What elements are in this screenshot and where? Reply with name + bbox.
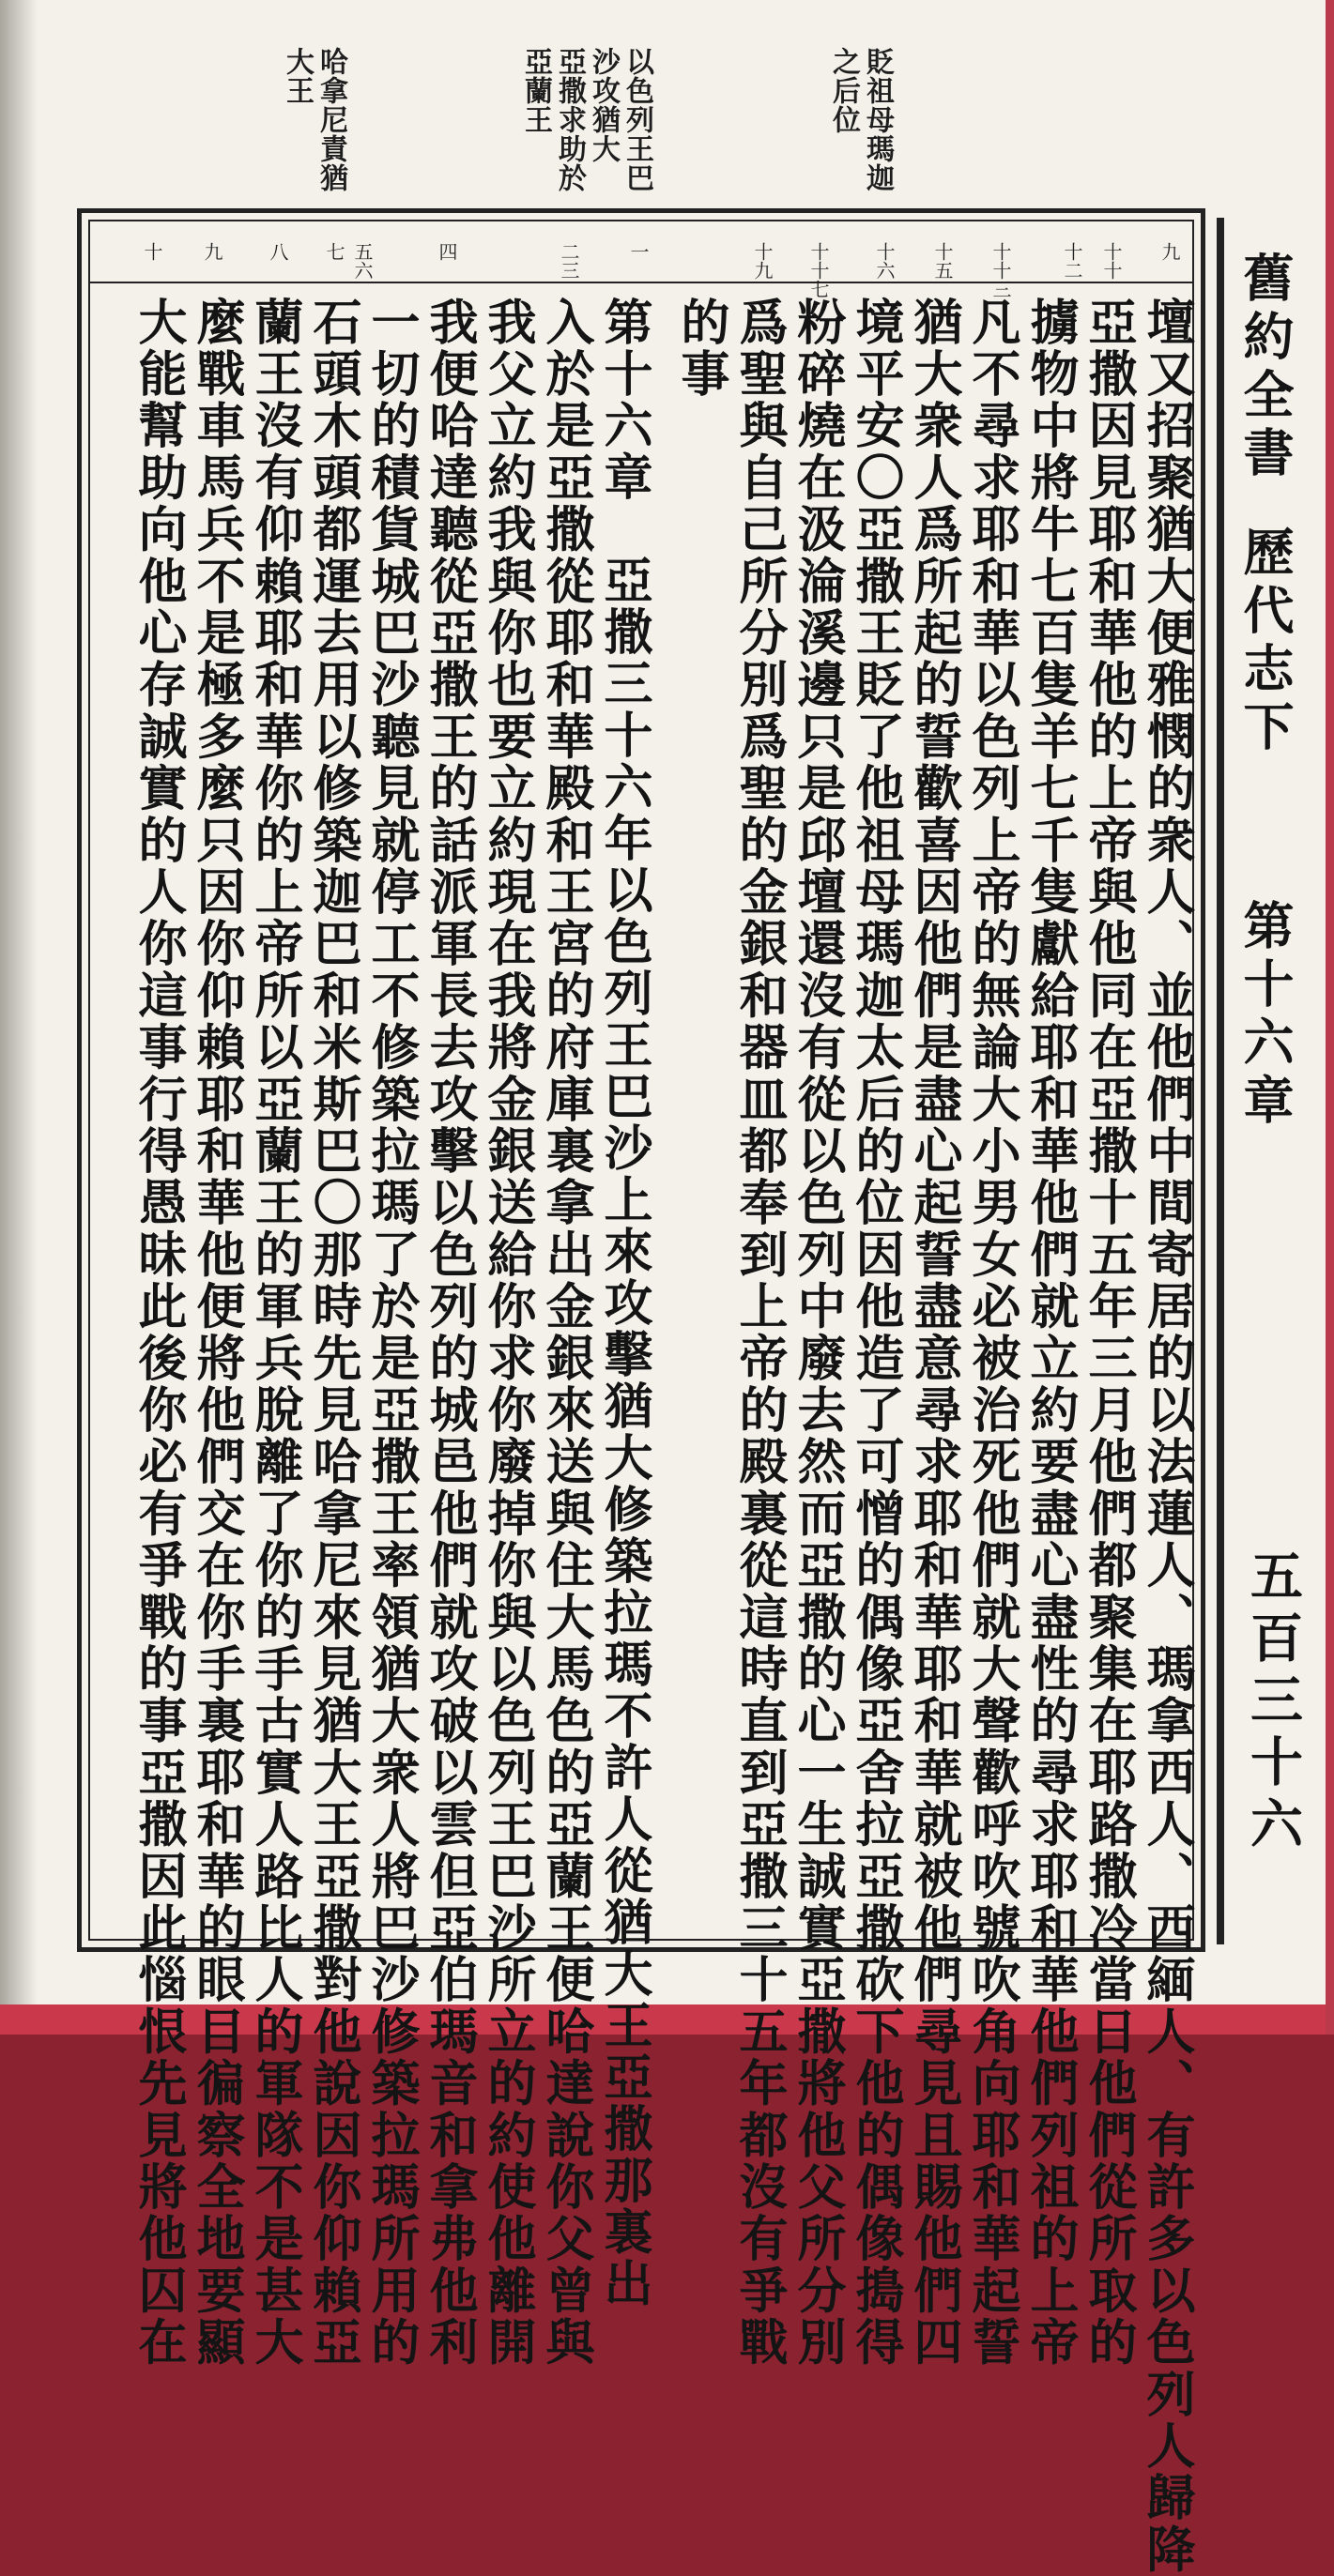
verse-num: 十十三 <box>989 242 1012 298</box>
verse-num: 一 <box>627 242 650 261</box>
text-column: 的事 <box>672 297 729 401</box>
section-title: 歷代志下 <box>1235 526 1296 758</box>
text-column: 亞撒因見耶和華他的上帝與他同在亞撒十五年三月他們都聚集在耶路撒冷當日他們從所取的 <box>1080 297 1137 2369</box>
margin-note-b <box>518 47 653 192</box>
verse-num: 十十七 <box>807 242 830 298</box>
text-column: 入於是亞撒從耶和華殿和王宮的府庫裏拿出金銀來送與住大馬色的亞蘭王便哈達說你父曾與 <box>537 297 594 2369</box>
book-edge-right <box>1326 0 1334 2035</box>
page-number: 五百三十六 <box>1242 1548 1304 1858</box>
running-header-rule <box>1217 218 1224 1944</box>
verse-num: 十九 <box>751 242 774 280</box>
text-column: 大能幫助向他心存誠實的人你這事行得愚昧此後你必有爭戰的事亞撒因此惱恨先見將他囚在 <box>130 297 187 2369</box>
verse-num: 七 <box>323 242 345 261</box>
verse-num: 九 <box>1158 242 1181 261</box>
text-column: 麼戰車馬兵不是極多麼只因你仰賴耶和華他便將他們交在你手裏耶和華的眼目徧察全地要顯 <box>188 297 245 2369</box>
text-column: 凡不尋求耶和華以色列上帝的無論大小男女必被治死他們就大聲歡呼吹號吹角向耶和華起誓 <box>963 297 1020 2369</box>
text-column: 壇又招聚猶大便雅憫的衆人、並他們中間寄居的以法蓮人、瑪拿西人、西緬人、有許多以色列人歸降 <box>1138 297 1195 2576</box>
verse-num: 十六 <box>873 242 896 280</box>
verse-num: 四 <box>436 242 458 261</box>
text-column: 猶大衆人爲所起的誓歡喜因他們是盡心起誓盡意尋求耶和華耶和華就被他們尋見且賜他們四 <box>905 297 962 2369</box>
verse-num: 十五 <box>931 242 954 280</box>
chapter-title: 第十六章 <box>1235 899 1296 1132</box>
verse-num: 十二 <box>1061 242 1083 280</box>
margin-note-c-line1: 哈拿尼責猶 <box>314 47 347 192</box>
margin-note-a-line1: 貶祖母瑪迦 <box>861 47 894 192</box>
margin-note-a <box>826 47 894 192</box>
text-column: 石頭木頭都運去用以修築迦巴和米斯巴〇那時先見哈拿尼來見猶大王亞撒對他說因你仰賴亞 <box>304 297 361 2369</box>
margin-note-b-line2: 沙攻猶大 <box>587 47 620 163</box>
margin-note-b-line3: 亞撒求助於 <box>553 47 586 192</box>
text-column: 擄物中將牛七百隻羊七千隻獻給耶和華他們就立約要盡心盡性的尋求耶和華他們列祖的上帝 <box>1021 297 1079 2369</box>
verse-num: 十十 <box>1100 242 1123 280</box>
margin-note-c <box>280 47 347 192</box>
text-column: 蘭王沒有仰賴耶和華你的上帝所以亞蘭王的軍兵脫離了你的手古實人路比人的軍隊不是甚大 <box>246 297 303 2369</box>
verse-number-rule <box>90 282 1194 283</box>
verse-num: 八 <box>267 242 289 261</box>
verse-num: 九 <box>201 242 223 261</box>
chapter-heading-column: 第十六章 亞撒三十六年以色列王巴沙上來攻擊猶大修築拉瑪不許人從猶大王亞撒那裏出 <box>595 297 652 2309</box>
verse-num: 二三 <box>558 242 580 280</box>
text-column: 我便哈達聽從亞撒王的話派軍長去攻擊以色列的城邑他們就攻破以雲但亞伯瑪音和拿弗他利 <box>421 297 478 2369</box>
text-column: 粉碎燒在汲淪溪邊只是邱壇還沒有從以色列中廢去然而亞撒的心一生誠實亞撒將他父所分別 <box>789 297 846 2369</box>
gutter-shadow <box>0 0 38 2035</box>
book-title: 舊約全書 <box>1235 252 1296 484</box>
text-column: 一切的積貨城巴沙聽見就停工不修築拉瑪了於是亞撒王率領猶大衆人將巴沙修築拉瑪所用的 <box>362 297 420 2369</box>
text-column: 境平安〇亞撒王貶了他祖母瑪迦太后的位因他造了可憎的偶像亞舍拉亞撒砍下他的偶像搗得 <box>847 297 904 2369</box>
verse-num: 五六 <box>351 242 374 280</box>
margin-note-b-line1: 以色列王巴 <box>621 47 653 192</box>
verse-num: 十 <box>141 242 163 261</box>
text-column: 我父立約我與你也要立約現在我將金銀送給你求你廢掉你與以色列王巴沙所立的約使他離開 <box>479 297 536 2369</box>
margin-note-b-line4: 亞蘭王 <box>519 47 552 134</box>
margin-note-c-line2: 大王 <box>281 47 314 105</box>
text-column: 爲聖與自己所分別爲聖的金銀和器皿都奉到上帝的殿裏從這時直到亞撒三十五年都沒有爭戰 <box>730 297 788 2369</box>
margin-note-a-line2: 之后位 <box>827 47 860 134</box>
